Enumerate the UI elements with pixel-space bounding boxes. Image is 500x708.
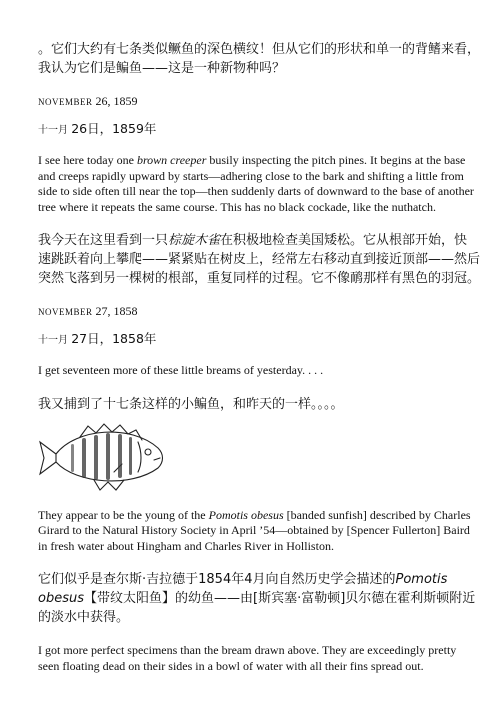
paragraph-zh-4: 它们似乎是查尔斯·吉拉德于1854年4月向自然历史学会描述的Pomotis obesus【带纹太阳鱼】的幼鱼——由[斯宾塞·富勒顿]贝尔德在霍利斯顿附近的淡水中获得。 [38, 572, 476, 625]
paragraph-en-5: I got more perfect specimens than the bream drawn above. They are exceedingly pretty seen floating dead on their sides in a bowl of water with all their fins spread out. [38, 643, 457, 673]
paragraph-en-4: They appear to be the young of the Pomotis obesus [banded sunfish] described by Charles Girard to the Natural History Society in April ’54—obtained by [Spencer Fullerton] Baird in fresh water about Hingham and Charles River in Holliston. [38, 507, 471, 553]
paragraph-zh-1: 。它们大约有七条类似鳜鱼的深色横纹！但从它们的形状和单一的背鳍来看，我认为它们是鳊鱼——这是一种新物种吗？ [38, 42, 481, 76]
date-heading-en-1: NOVEMBER 26, 1859 [38, 94, 138, 108]
date-heading-zh-2: 十一月 27日，1858年 [38, 331, 157, 346]
paragraph-zh-2: 我今天在这里看到一只棕旋木雀在积极地检查美国矮松。它从根部开始，快速跳跃着向上攀爬——紧紧贴在树皮上，经常左右移动直到接近顶部——然后突然飞落到另一棵树的根部，重复同样的过程。它不像鸸那样有黑色的羽冠。 [38, 233, 481, 286]
date-heading-zh-1: 十一月 26日，1859年 [38, 121, 157, 136]
fish-drawing [36, 418, 196, 498]
paragraph-en-2: I see here today one brown creeper busily inspecting the pitch pines. It begins at the base and creeps rapidly upward by starts—adhering close to the bark and shifting a little from side to side often till near the top—then suddenly darts of downward to the base of another tree where it repeats the same course. This has no black cockade, like the nuthatch. [38, 153, 474, 214]
paragraph-zh-3: 我又捕到了十七条这样的小鳊鱼，和昨天的一样。。。。 [38, 396, 344, 412]
paragraph-en-3: I get seventeen more of these little breams of yesterday. . . . [38, 363, 324, 377]
date-heading-en-2: NOVEMBER 27, 1858 [38, 304, 138, 318]
